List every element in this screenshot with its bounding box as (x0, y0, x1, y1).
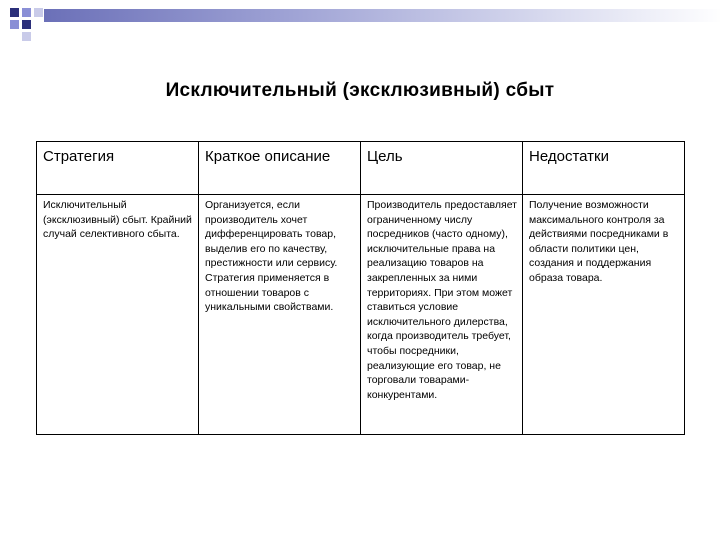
cell-strategy: Исключительный (эксклюзивный) сбыт. Крайний случай селективного сбыта. (37, 195, 199, 435)
header-goal: Цель (361, 142, 523, 195)
page-title: Исключительный (эксклюзивный) сбыт (165, 80, 555, 101)
decor-gradient-bar (44, 9, 720, 22)
decor-square (10, 20, 19, 29)
decor-square (10, 8, 19, 17)
cell-drawbacks: Получение возможности максимального контроля за действиями посредниками в области политики цен, создания и поддержания образа товара. (523, 195, 685, 435)
decor-square (34, 8, 43, 17)
decor-square (22, 32, 31, 41)
header-drawbacks: Недостатки (523, 142, 685, 195)
cell-description: Организуется, если производитель хочет дифференцировать товар, выделив его по качеству, престижности или сервису. Стратегия применяется в отношении товаров с уникальными свойствами. (199, 195, 361, 435)
decor-square (22, 8, 31, 17)
cell-goal: Производитель предоставляет ограниченному числу посредников (часто одному), исключительные права на реализацию товаров на закрепленных за ними территориях. При этом может ставиться условие исключительного дилерства, когда производитель требует, чтобы посредники, реализующие его товар, не торговали товарами-конкурентами. (361, 195, 523, 435)
slide-header-decoration (0, 0, 720, 40)
strategy-table (36, 141, 685, 435)
header-strategy: Стратегия (37, 142, 199, 195)
header-description: Краткое описание (199, 142, 361, 195)
table-header-row (37, 142, 685, 195)
decor-square (22, 20, 31, 29)
table-row (37, 195, 685, 435)
